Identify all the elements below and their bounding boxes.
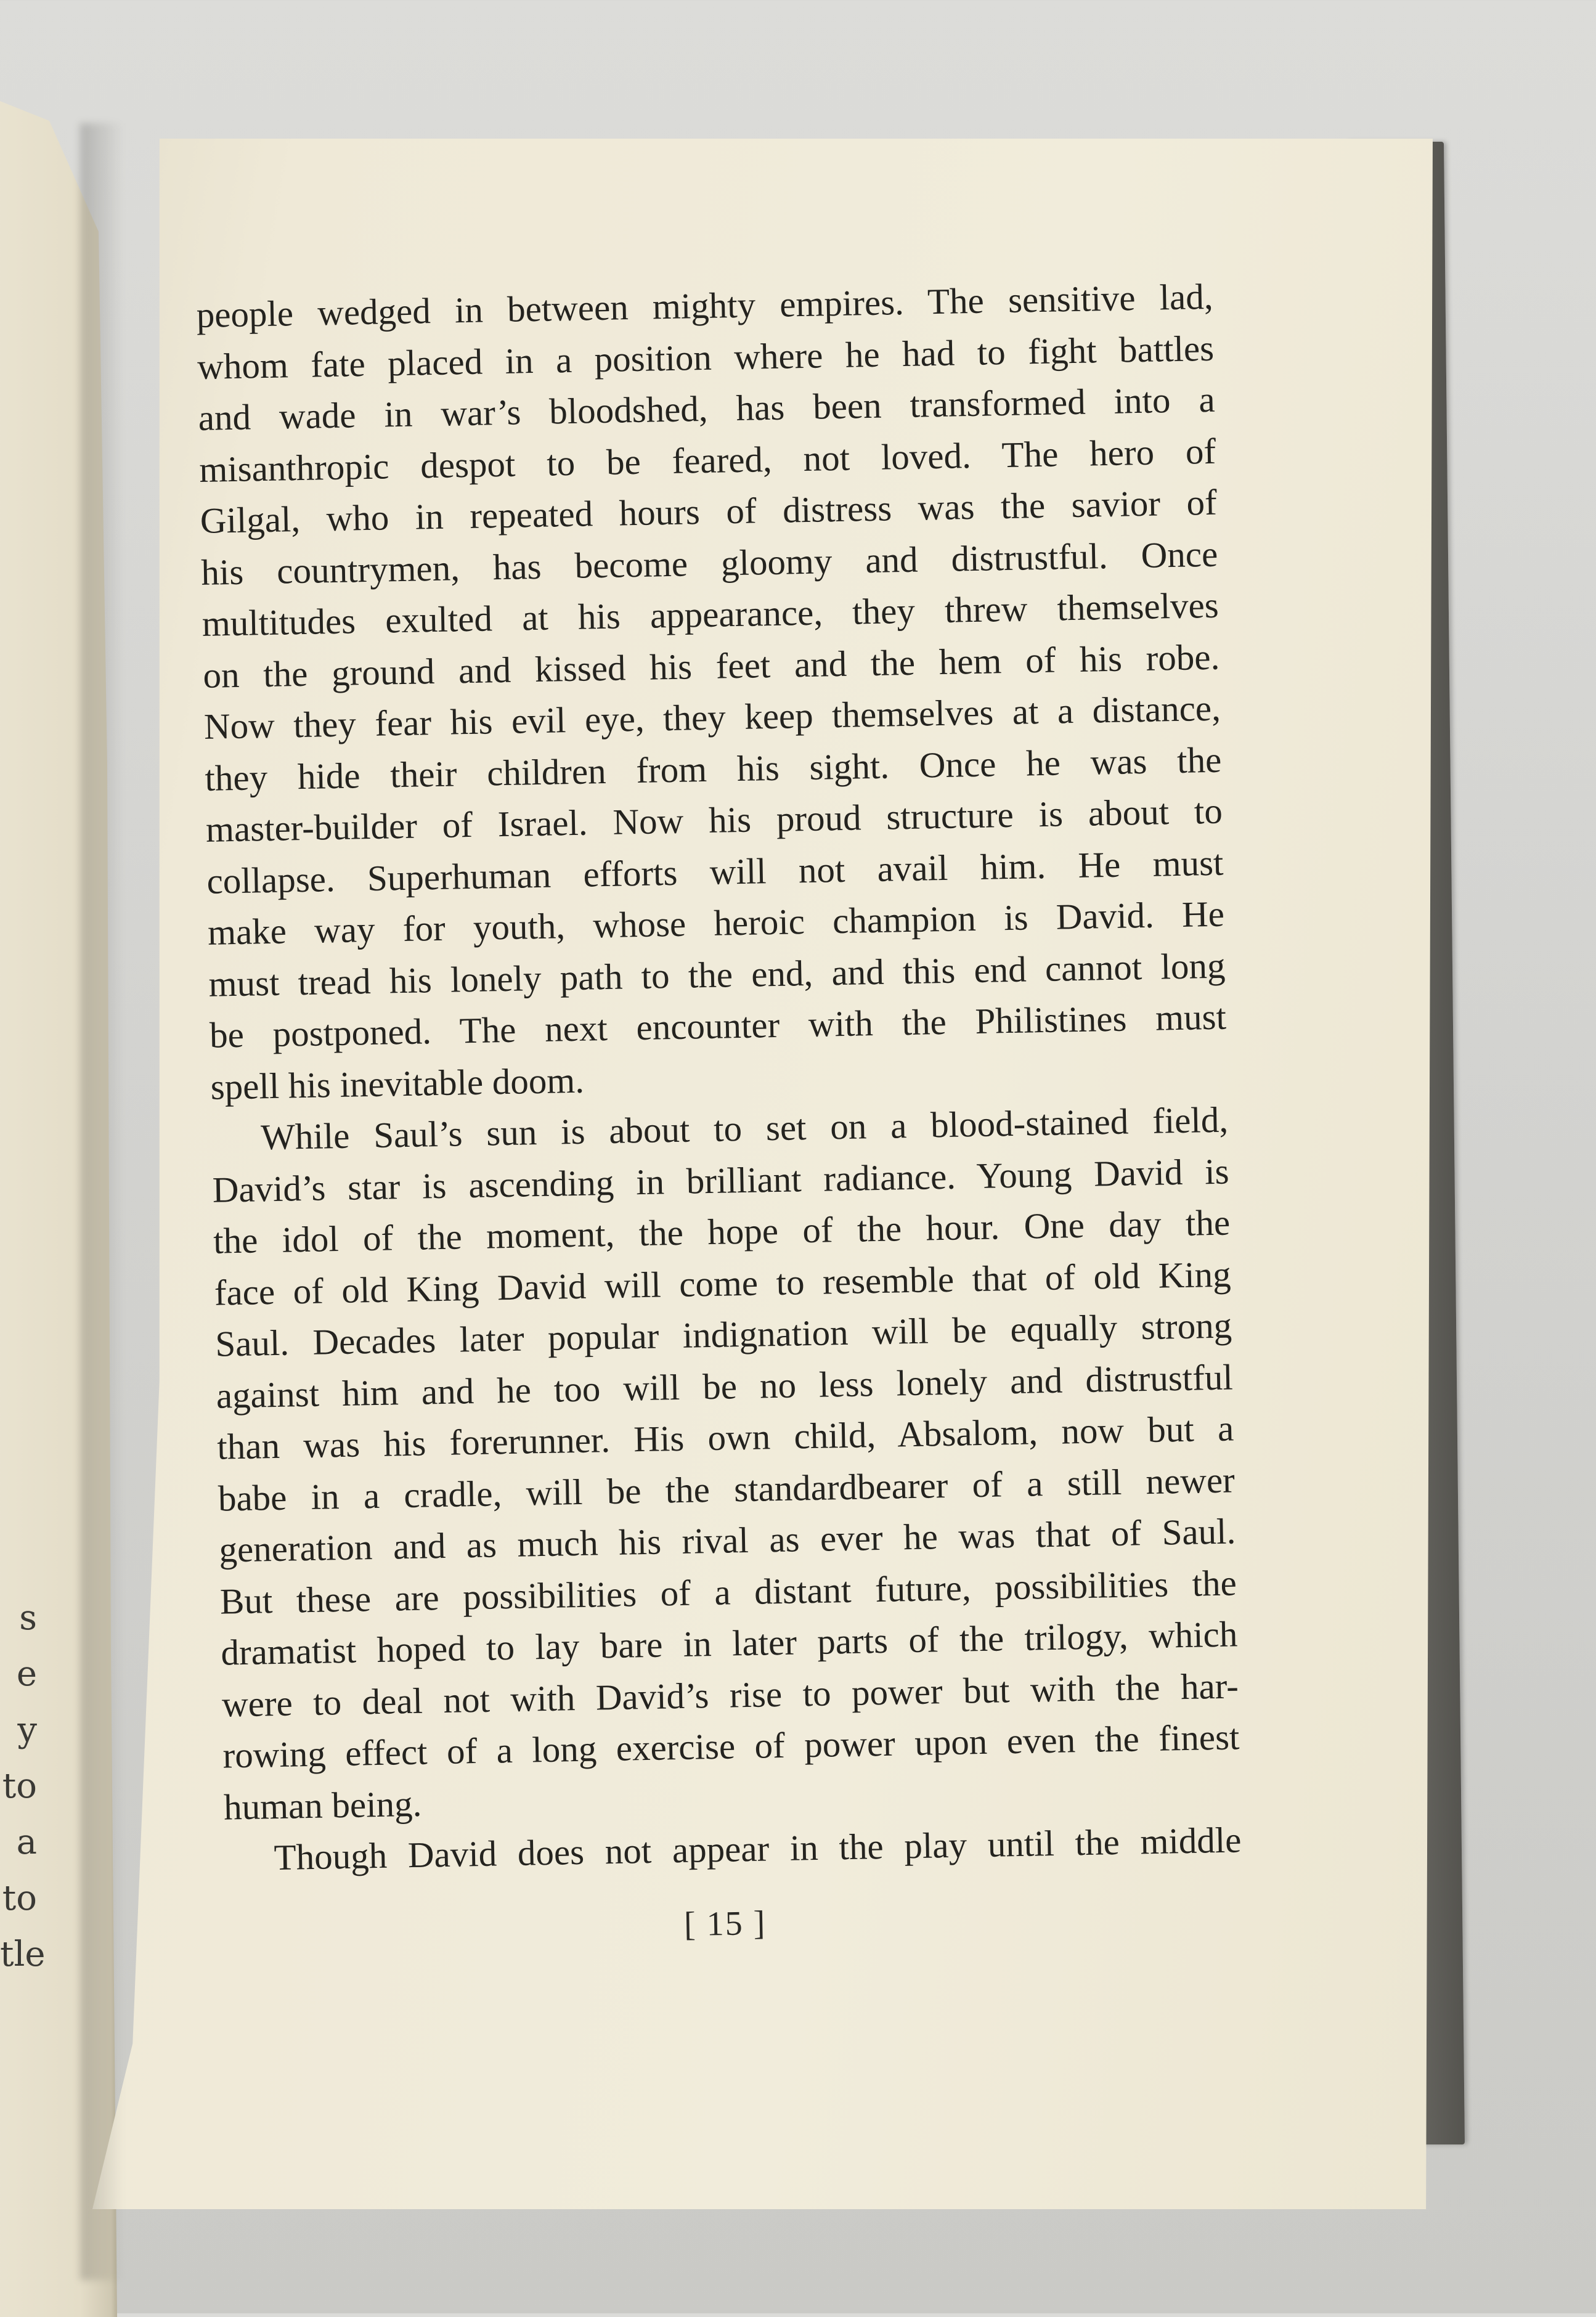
text-line: human being.	[223, 1783, 422, 1828]
text-line: rowing effect of a long exercise of power upon even the finest	[222, 1716, 1240, 1776]
gutter-shadow	[80, 123, 123, 2280]
text-line: misanthropic despot to be feared, not loved. The hero of	[198, 430, 1216, 490]
text-line: While Saul’s sun is about to set on a blood-stained field,	[260, 1099, 1229, 1158]
text-line: multitudes exulted at his appearance, they threw themselves	[202, 584, 1219, 644]
text-line: Though David does not appear in the play until the middle	[274, 1819, 1242, 1878]
text-line: whom fate placed in a position where he had to fight battles	[197, 327, 1215, 387]
text-line: people wedged in between mighty empires. The sensitive lad,	[196, 275, 1214, 335]
page-number: [ 15 ]	[683, 1904, 767, 1944]
left-fragment: a	[16, 1822, 37, 1862]
paragraph-1	[196, 271, 1228, 1113]
left-fragment: to	[2, 1766, 37, 1806]
left-fragment: to	[2, 1878, 37, 1918]
left-page-text-fragments	[0, 1590, 46, 1982]
text-line: than was his forerunner. His own child, Absalom, now but a	[216, 1407, 1234, 1467]
page-text-block	[196, 271, 1242, 1884]
text-line: generation and as much his rival as ever he was that of Saul.	[218, 1510, 1236, 1570]
text-line: collapse. Superhuman efforts will not avail him. He must	[206, 842, 1224, 902]
text-line: David’s star is ascending in brilliant radiance. Young David is	[212, 1150, 1230, 1210]
left-fragment: e	[16, 1654, 37, 1694]
text-line: face of old King David will come to resemble that of old King	[214, 1253, 1232, 1313]
text-line: dramatist hoped to lay bare in later parts of the trilogy, which	[220, 1613, 1238, 1673]
text-line: Gilgal, who in repeated hours of distress was the savior of	[200, 481, 1218, 541]
text-line: babe in a cradle, will be the standardbearer of a still newer	[218, 1459, 1236, 1519]
text-line: must tread his lonely path to the end, and this end cannot long	[208, 945, 1226, 1004]
text-line: and wade in war’s bloodshed, has been transformed into a	[198, 378, 1216, 438]
text-line: the idol of the moment, the hope of the hour. One day the	[213, 1202, 1231, 1261]
text-line: be postponed. The next encounter with the Philistines must	[209, 996, 1227, 1056]
left-fragment: tle	[0, 1934, 46, 1974]
text-line: But these are possibilities of a distant future, possibilities the	[219, 1562, 1237, 1622]
text-line: Now they fear his evil eye, they keep themselves at a distance,	[203, 687, 1221, 747]
text-line: Saul. Decades later popular indignation will be equally strong	[214, 1305, 1232, 1364]
text-line: his countrymen, has become gloomy and distrustful. Once	[200, 533, 1218, 593]
text-line: on the ground and kissed his feet and the hem of his robe.	[202, 636, 1220, 696]
text-line: they hide their children from his sight. Once he was the	[204, 739, 1222, 799]
text-line: make way for youth, whose heroic champion is David. He	[207, 893, 1225, 953]
left-fragment: s	[19, 1598, 37, 1638]
text-line: master-builder of Israel. Now his proud structure is about to	[205, 790, 1223, 850]
text-line: against him and he too will be no less lonely and distrustful	[216, 1356, 1234, 1416]
text-line: were to deal not with David’s rise to power but with the har-	[221, 1664, 1239, 1725]
left-fragment: y	[17, 1710, 37, 1750]
paragraph-2	[211, 1094, 1240, 1833]
text-line: spell his inevitable doom.	[210, 1059, 585, 1107]
